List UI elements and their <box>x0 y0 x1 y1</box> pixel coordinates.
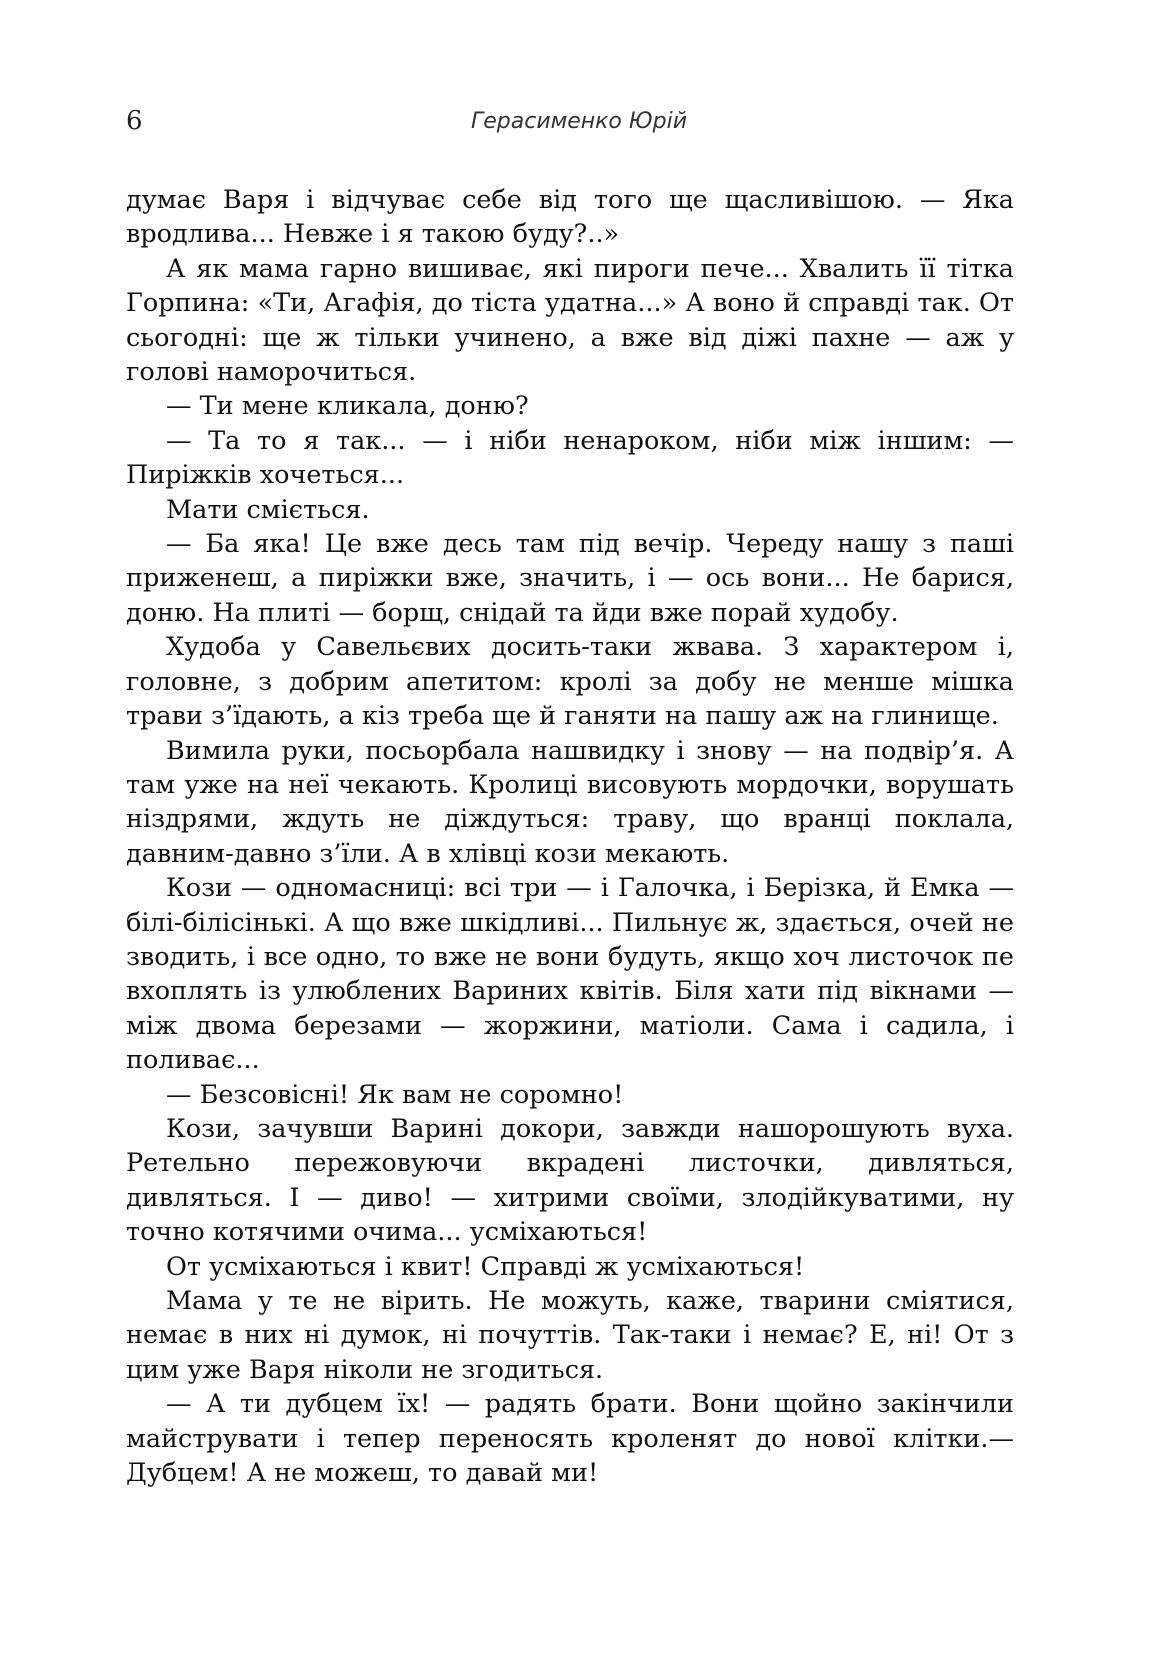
paragraph: Мати сміється. <box>166 494 370 525</box>
paragraph: — Ба яка! Це вже десь там під вечір. Череду нашу з паші приженеш, а пиріжки вже, значить, і — ось вони... Не барися, доню. На плиті — борщ, снідай та йди вже порай худобу. <box>126 529 1014 628</box>
paragraph: думає Варя і відчуває себе від того ще щасливішою. — Яка вродлива... Невже і я такою буду?..» <box>126 185 1014 250</box>
body-text <box>126 183 1014 1490</box>
paragraph: — Безсовісні! Як вам не соромно! <box>166 1079 624 1110</box>
page-number: 6 <box>126 106 143 136</box>
paragraph: Кози, зачувши Варині докори, завжди нашорошують вуха. Ретельно пережовуючи вкрадені листочки, дивляться, дивляться. І — диво! — хитрими своїми, злодійкуватими, ну точно котячими очима... усміхаються! <box>126 1113 1014 1248</box>
paragraph: А як мама гарно вишиває, які пироги пече... Хвалить її тітка Горпина: «Ти, Агафія, до тіста удатна...» А воно й справді так. От сьогодні: ще ж тільки учинено, а вже від діжі пахне — аж у голові наморочиться. <box>126 253 1014 388</box>
paragraph: От усміхаються і квит! Справді ж усміхаються! <box>166 1251 805 1282</box>
paragraph: Вимила руки, посьорбала нашвидку і знову — на подвір’я. А там уже на неї чекають. Кролиці висовують мордочки, ворушать ніздрями, ждуть не діждуться: траву, що вранці поклала, давним-давно з’їли. А в хлівці кози мекають. <box>126 735 1014 869</box>
paragraph: Худоба у Савельєвих досить-таки жвава. З характером і, головне, з добрим апетитом: кролі за добу не менше мішка трави з’їдають, а кіз треба ще й ганяти на пашу аж на глинище. <box>126 632 1014 732</box>
running-header-author: Герасименко Юрій <box>470 109 687 134</box>
paragraph: Мама у те не вірить. Не можуть, каже, тварини сміятися, немає в них ні думок, ні почуттів. Так-таки і немає? Е, ні! От з цим уже Варя ніколи не згодиться. <box>126 1286 1014 1385</box>
paragraph: — А ти дубцем їх! — радять брати. Вони щойно закінчили майструвати і тепер переносять кроленят до нової клітки.— Дубцем! А не можеш, то давай ми! <box>126 1389 1014 1489</box>
paragraph: Кози — одномасниці: всі три — і Галочка, і Берізка, й Емка — білі-білісінькі. А що вже шкідливі... Пильнує ж, здається, очей не зводить, і все одно, то вже не вони будуть, якщо хоч листочок пе вхоплять із улюблених Вариних квітів. Біля хати під вікнами — між двома березами — жоржини, матіоли. Сама і садила, і поливає... <box>126 873 1014 1076</box>
paragraph: — Та то я так... — і ніби ненароком, ніби між іншим: — Пиріжків хочеться... <box>126 425 1014 491</box>
paragraph: — Ти мене кликала, доню? <box>166 391 529 422</box>
